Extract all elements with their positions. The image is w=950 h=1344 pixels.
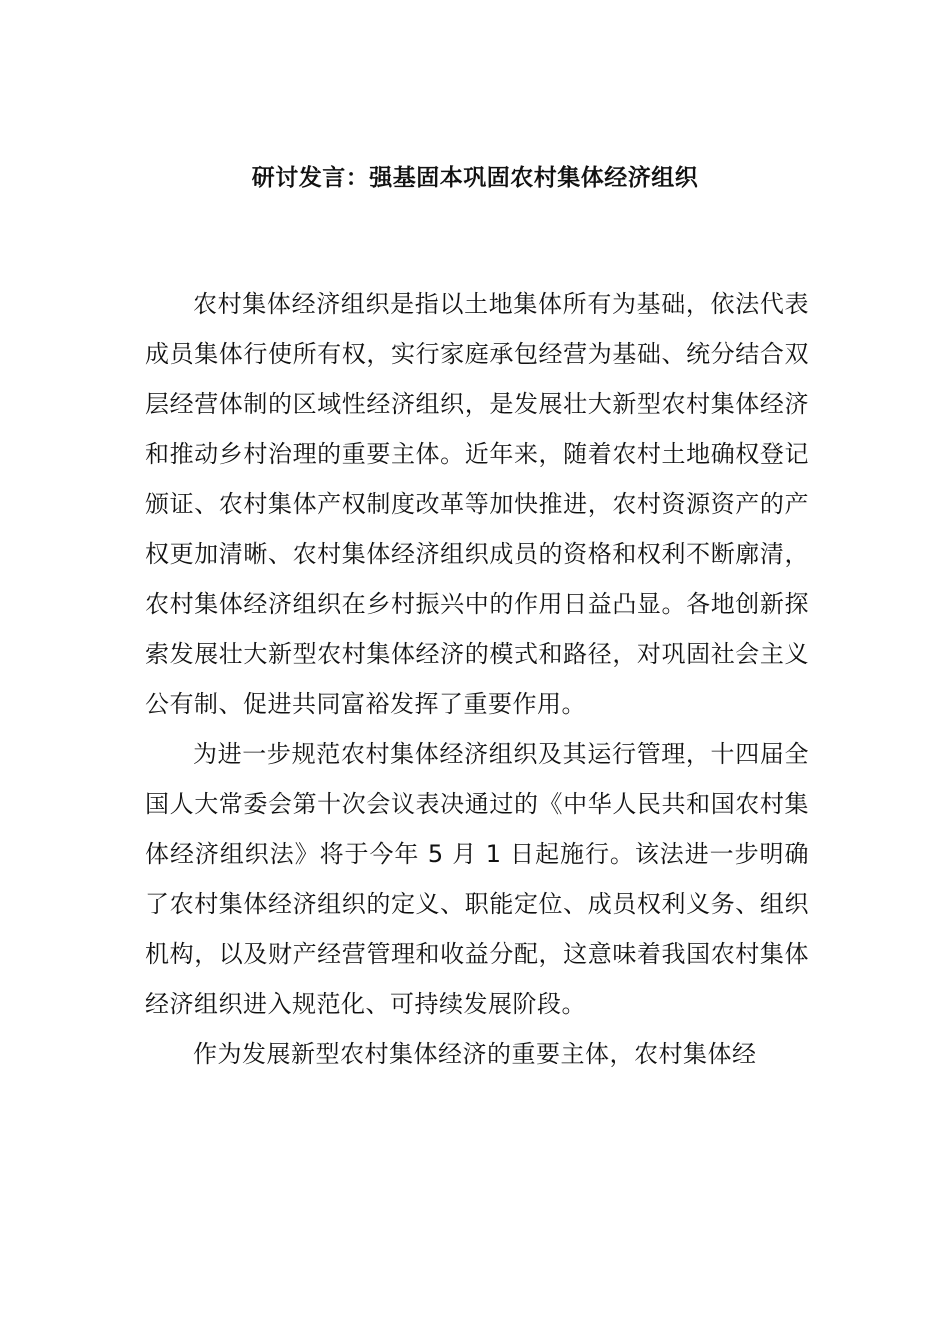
paragraph: 为进一步规范农村集体经济组织及其运行管理，十四届全国人大常委会第十次会议表决通过的《中华人民共和国农村集体经济组织法》将于今年 5 月 1 日起施行。该法进一步明确了农村集体经济组织的定义、职能定位、成员权利义务、组织机构，以及财产经营管理和收益分配，这意味着我国农村集体经济组织进入规范化、可持续发展阶段。 [145, 740, 809, 1018]
document-title: 研讨发言：强基固本巩固农村集体经济组织 [251, 165, 699, 191]
paragraph: 作为发展新型农村集体经济的重要主体，农村集体经 [193, 1040, 757, 1068]
paragraph: 农村集体经济组织是指以土地集体所有为基础，依法代表成员集体行使所有权，实行家庭承包经营为基础、统分结合双层经营体制的区域性经济组织，是发展壮大新型农村集体经济和推动乡村治理的重要主体。近年来，随着农村土地确权登记颁证、农村集体产权制度改革等加快推进，农村资源资产的产权更加清晰、农村集体经济组织成员的资格和权利不断廓清，农村集体经济组织在乡村振兴中的作用日益凸显。各地创新探索发展壮大新型农村集体经济的模式和路径，对巩固社会主义公有制、促进共同富裕发挥了重要作用。 [145, 290, 809, 718]
document-body [145, 279, 809, 1079]
